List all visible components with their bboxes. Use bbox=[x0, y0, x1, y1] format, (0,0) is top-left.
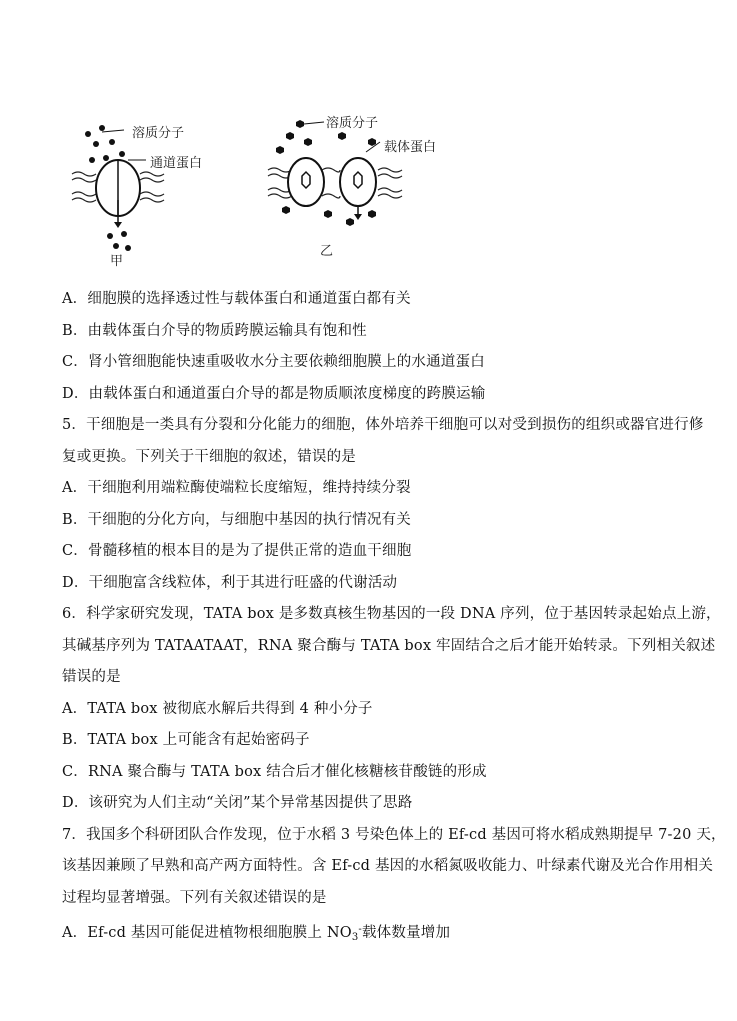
q5-option-c: C．骨髓移植的根本目的是为了提供正常的造血干细胞 bbox=[62, 543, 412, 559]
q7-option-a-suffix: 载体数量增加 bbox=[361, 925, 451, 941]
q6-option-a: A．TATA box 被彻底水解后共得到 4 种小分子 bbox=[62, 700, 373, 717]
solute-label-left: 溶质分子 bbox=[132, 126, 185, 141]
channel-protein-diagram bbox=[72, 125, 164, 251]
q5-option-a: A．干细胞利用端粒酶使端粒长度缩短，维持持续分裂 bbox=[62, 480, 411, 496]
q6-stem-line1: 6．科学家研究发现，TATA box 是多数真核生物基因的一段 DNA 序列，位于基因转录起始点上游， bbox=[62, 606, 721, 622]
q6-option-d: D．该研究为人们主动“关闭”某个异常基因提供了思路 bbox=[62, 795, 413, 811]
q6-stem-line3: 错误的是 bbox=[62, 669, 121, 685]
carrier-protein-diagram bbox=[268, 120, 402, 226]
q7-stem-line3: 过程均显著增强。下列有关叙述错误的是 bbox=[62, 889, 327, 906]
q6-option-b: B．TATA box 上可能含有起始密码子 bbox=[62, 732, 310, 748]
q5-stem-line2: 复或更换。下列关于干细胞的叙述，错误的是 bbox=[62, 448, 356, 465]
q7-stem-line1: 7．我国多个科研团队合作发现，位于水稻 3 号染色体上的 Ef-cd 基因可将水稻成熟期提早 7-20 天， bbox=[62, 826, 726, 843]
q6-option-c: C．RNA 聚合酶与 TATA box 结合后才催化核糖核苷酸链的形成 bbox=[62, 763, 487, 780]
q5-option-b: B．干细胞的分化方向，与细胞中基因的执行情况有关 bbox=[62, 511, 411, 528]
q4-option-c: C．肾小管细胞能快速重吸收水分主要依赖细胞膜上的水通道蛋白 bbox=[62, 354, 485, 370]
q7-option-a-subscript: 3 bbox=[351, 932, 359, 943]
carrier-protein-label: 载体蛋白 bbox=[384, 140, 437, 155]
q7-option-a-prefix: A．Ef-cd 基因可能促进植物根细胞膜上 NO bbox=[62, 925, 352, 941]
q7-stem-line2: 该基因兼顾了早熟和高产两方面特性。含 Ef-cd 基因的水稻氮吸收能力、叶绿素代谢及光合作用相关 bbox=[62, 858, 714, 874]
q7-option-a bbox=[62, 914, 692, 946]
figure-caption-left: 甲 bbox=[110, 254, 124, 269]
q4-option-a: A．细胞膜的选择透过性与载体蛋白和通道蛋白都有关 bbox=[62, 291, 411, 307]
q6-stem-line2: 其碱基序列为 TATAATAAT，RNA 聚合酶与 TATA box 牢固结合之后才能开始转录。下列相关叙述 bbox=[62, 637, 716, 654]
q5-stem-line1: 5．干细胞是一类具有分裂和分化能力的细胞，体外培养干细胞可以对受到损伤的组织或器官进行修 bbox=[62, 417, 704, 433]
membrane-transport-figure bbox=[68, 112, 468, 272]
q7-option-a-superscript: - bbox=[358, 924, 362, 935]
channel-protein-label: 通道蛋白 bbox=[150, 156, 203, 171]
question-text bbox=[62, 284, 726, 946]
q5-option-d: D．干细胞富含线粒体，利于其进行旺盛的代谢活动 bbox=[62, 574, 398, 591]
q4-option-b: B．由载体蛋白介导的物质跨膜运输具有饱和性 bbox=[62, 322, 367, 339]
solute-label-right: 溶质分子 bbox=[326, 116, 379, 131]
figure-caption-right: 乙 bbox=[320, 244, 334, 259]
q4-option-d: D．由载体蛋白和通道蛋白介导的都是物质顺浓度梯度的跨膜运输 bbox=[62, 385, 486, 402]
